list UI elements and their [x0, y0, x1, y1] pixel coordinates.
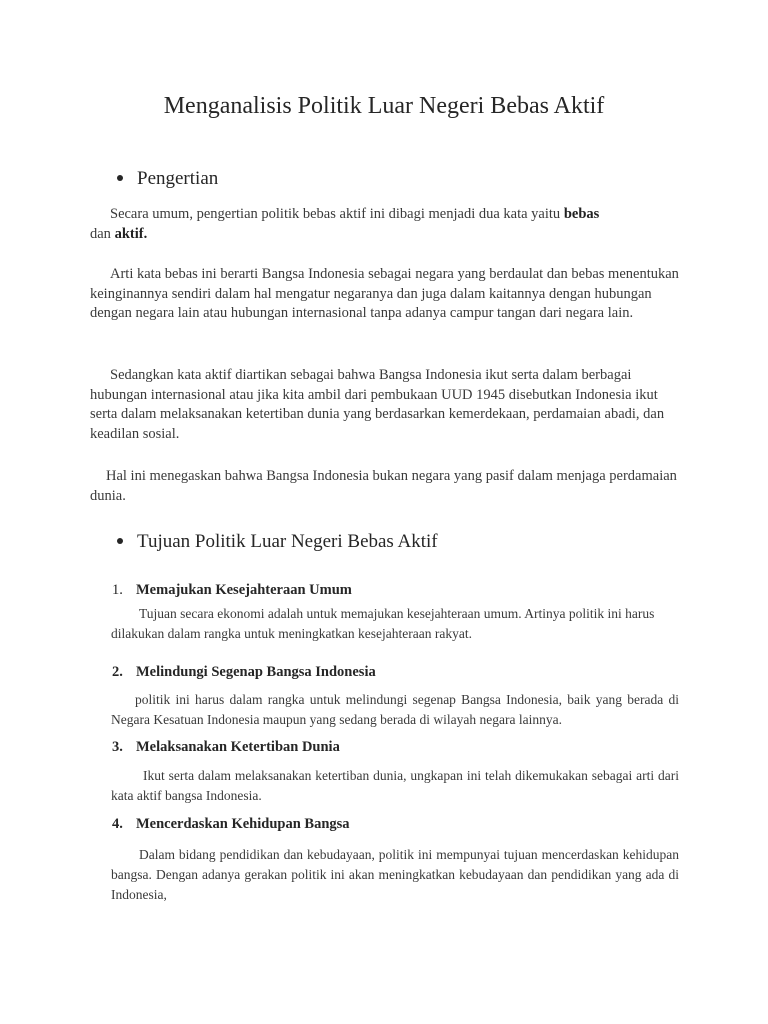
list-item-text	[111, 690, 679, 730]
paragraph-text: Dalam bidang pendidikan dan kebudayaan, politik ini mempunyai tujuan mencerdaskan kehidupan bangsa. Dengan adanya gerakan politik ini akan meningkatkan kebudayaan dan pendidikan yang ada di Indonesia,	[111, 847, 679, 902]
list-item-number: 3.	[112, 739, 123, 755]
bold-term-aktif: aktif.	[114, 225, 148, 242]
list-item-text	[111, 845, 679, 905]
paragraph-text: Hal ini menegaskan bahwa Bangsa Indonesia bukan negara yang pasif dalam menjaga perdamaian dunia.	[90, 468, 677, 504]
list-item-heading	[112, 816, 350, 833]
list-item-heading	[112, 739, 340, 756]
list-item-text	[111, 766, 679, 806]
paragraph-text: Arti kata bebas ini berarti Bangsa Indonesia sebagai negara yang berdaulat dan bebas menentukan keinginannya sendiri dalam hal mengatur negaranya dan juga dalam kaitannya dengan hubungan dengan negara lain atau hubungan internasional tanpa adanya campur tangan dari negara lain.	[90, 266, 679, 321]
paragraph-text: Secara umum, pengertian politik bebas aktif ini dibagi menjadi dua kata yaitu	[110, 206, 564, 222]
paragraph-text: Sedangkan kata aktif diartikan sebagai bahwa Bangsa Indonesia ikut serta dalam berbagai hubungan internasional atau jika kita ambil dari pembukaan UUD 1945 disebutkan Indonesia ikut serta dalam melaksanakan ketertiban dunia yang berdasarkan kemerdekaan, perdamaian abadi, dan keadilan sosial.	[90, 367, 665, 442]
list-item-text	[111, 604, 671, 644]
list-item-title: Mencerdaskan Kehidupan Bangsa	[136, 816, 350, 832]
paragraph-text: dan	[90, 225, 115, 242]
list-item-title: Melindungi Segenap Bangsa Indonesia	[136, 664, 376, 680]
paragraph-text: Tujuan secara ekonomi adalah untuk memajukan kesejahteraan umum. Artinya politik ini harus dilakukan dalam rangka untuk meningkatkan kesejahteraan rakyat.	[111, 606, 655, 641]
page-title: Menganalisis Politik Luar Negeri Bebas Aktif	[163, 93, 605, 119]
section-heading-tujuan	[117, 531, 438, 553]
list-item-number: 2.	[112, 664, 123, 680]
section-heading-label: Tujuan Politik Luar Negeri Bebas Aktif	[137, 531, 438, 552]
list-item-number: 1.	[112, 582, 123, 598]
paragraph-definition	[90, 205, 680, 244]
paragraph-conclusion	[90, 467, 680, 506]
section-heading-label: Pengertian	[137, 168, 219, 189]
list-item-title: Memajukan Kesejahteraan Umum	[136, 582, 352, 598]
paragraph-aktif-meaning	[90, 366, 680, 444]
section-heading-pengertian	[117, 168, 218, 190]
list-item-heading	[112, 582, 352, 599]
bullet-icon	[117, 175, 123, 181]
bullet-icon	[117, 538, 123, 544]
paragraph-text: politik ini harus dalam rangka untuk melindungi segenap Bangsa Indonesia, baik yang berada di Negara Kesatuan Indonesia maupun yang sedang berada di wilayah negara lainnya.	[111, 692, 679, 727]
paragraph-text: Ikut serta dalam melaksanakan ketertiban dunia, ungkapan ini telah dikemukakan sebagai arti dari kata aktif bangsa Indonesia.	[111, 768, 679, 803]
list-item-heading	[112, 664, 376, 681]
list-item-number: 4.	[112, 816, 123, 832]
list-item-title: Melaksanakan Ketertiban Dunia	[136, 739, 340, 755]
bold-term-bebas: bebas	[563, 206, 600, 222]
paragraph-bebas-meaning	[90, 265, 680, 324]
